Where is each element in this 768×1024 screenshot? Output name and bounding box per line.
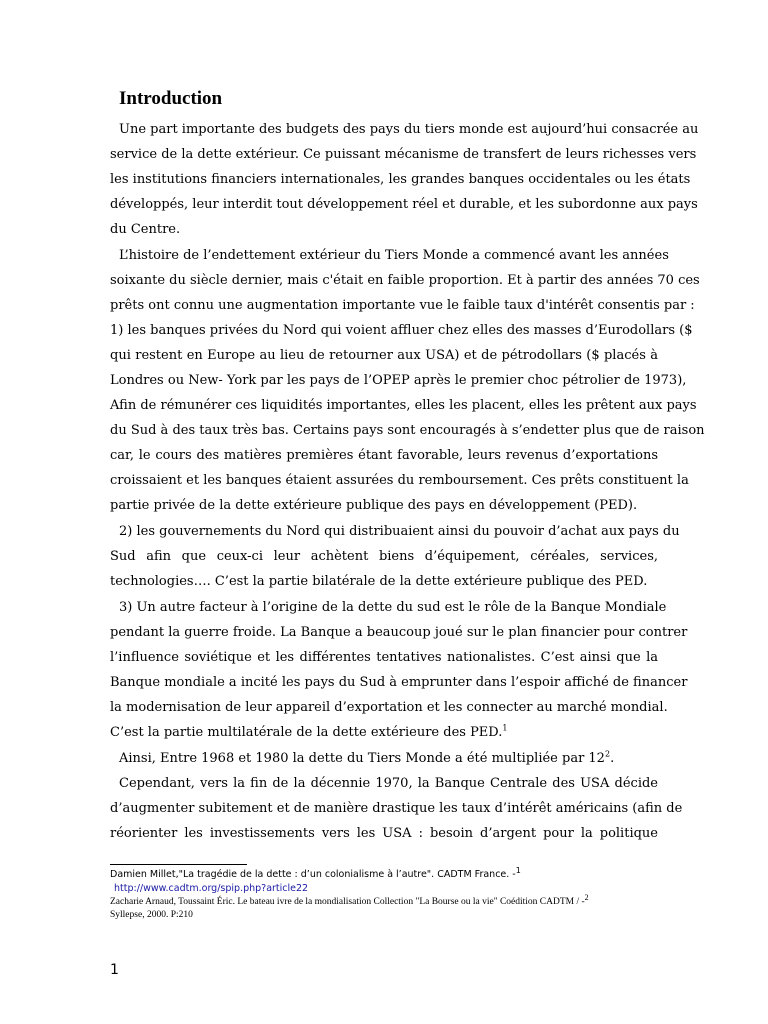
footnote-text: Zacharie Arnaud, Toussaint Éric. Le bateau ivre de la mondialisation Collection "La Bourse ou la vie" Coédition CADTM / -	[110, 897, 585, 907]
text-line: l’influence soviétique et les différentes tentatives nationalistes. C’est ainsi que la	[110, 650, 658, 665]
footnote-1	[110, 865, 521, 880]
footnote-text: Damien Millet,"La tragédie de la dette : d’un colonialisme à l’autre". CADTM France. -	[110, 869, 516, 880]
text-line: d’augmenter subitement et de manière drastique les taux d’intérêt américains (afin de	[110, 801, 683, 816]
text-line: les institutions financiers internationales, les grandes banques occidentales ou les états	[110, 172, 691, 187]
footnote-2	[110, 892, 589, 907]
footnote-separator	[110, 864, 247, 865]
text-line: croissaient et les banques étaient assurées du remboursement. Ces prêts constituent la	[110, 473, 689, 488]
text-line: car, le cours des matières premières étant favorable, leurs revenus d’exportations	[110, 448, 658, 463]
text-line: prêts ont connu une augmentation importante vue le faible taux d'intérêt consentis par :	[110, 298, 695, 313]
text-line: soixante du siècle dernier, mais c'était en faible proportion. Et à partir des années 70 ces	[110, 273, 700, 288]
text-line: Banque mondiale a incité les pays du Sud à emprunter dans l’espoir affiché de financer	[110, 675, 688, 690]
footnote-ref[interactable]: 2	[604, 749, 611, 759]
text-line: Sud afin que ceux-ci leur achètent biens d’équipement, céréales, services,	[110, 549, 658, 564]
text-line: service de la dette extérieur. Ce puissant mécanisme de transfert de leurs richesses vers	[110, 147, 697, 162]
footnote-2-continuation: Syllepse, 2000. P:210	[110, 910, 193, 920]
text-line: pendant la guerre froide. La Banque a beaucoup joué sur le plan financier pour contrer	[110, 625, 688, 640]
text-span: C’est la partie multilatérale de la dette extérieure des PED.	[110, 725, 503, 740]
text-line: du Sud à des taux très bas. Certains pays sont encouragés à s’endetter plus que de raison	[110, 423, 705, 438]
footnote-mark: 1	[515, 865, 521, 875]
text-line: partie privée de la dette extérieure publique des pays en développement (PED).	[110, 498, 638, 513]
page-number: 1	[110, 962, 119, 978]
section-heading: Introduction	[119, 88, 223, 109]
footnote-mark: 2	[584, 892, 589, 902]
text-line	[119, 750, 614, 768]
text-line: réorienter les investissements vers les USA : besoin d’argent pour la politique	[110, 826, 658, 841]
text-line: du Centre.	[110, 222, 181, 237]
text-line: technologies…. C’est la partie bilatérale de la dette extérieure publique des PED.	[110, 574, 648, 589]
text-line: Londres ou New- York par les pays de l’OPEP après le premier choc pétrolier de 1973),	[110, 373, 687, 388]
text-line: Une part importante des budgets des pays du tiers monde est aujourd’hui consacrée au	[119, 122, 699, 137]
text-line: qui restent en Europe au lieu de retourner aux USA) et de pétrodollars ($ placés à	[110, 348, 658, 363]
text-span: .	[610, 751, 615, 766]
text-line: Afin de rémunérer ces liquidités importantes, elles les placent, elles les prêtent aux pays	[110, 398, 697, 413]
text-line	[110, 724, 508, 742]
text-span: Ainsi, Entre 1968 et 1980 la dette du Tiers Monde a été multipliée par 12	[119, 751, 605, 766]
text-line: Cependant, vers la fin de la décennie 1970, la Banque Centrale des USA décide	[119, 776, 658, 791]
text-line: la modernisation de leur appareil d’exportation et les connecter au marché mondial.	[110, 700, 668, 715]
text-line: développés, leur interdit tout développement réel et durable, et les subordonne aux pays	[110, 197, 698, 212]
text-line: 2) les gouvernements du Nord qui distribuaient ainsi du pouvoir d’achat aux pays du	[119, 524, 680, 539]
text-line: 1) les banques privées du Nord qui voient affluer chez elles des masses d’Eurodollars ($	[110, 323, 693, 338]
footnote-ref[interactable]: 1	[502, 723, 508, 733]
footnote-1-link[interactable]: http://www.cadtm.org/spip.php?article22	[114, 883, 309, 894]
text-line: L’histoire de l’endettement extérieur du Tiers Monde a commencé avant les années	[119, 248, 669, 263]
text-line: 3) Un autre facteur à l’origine de la dette du sud est le rôle de la Banque Mondiale	[119, 600, 667, 615]
